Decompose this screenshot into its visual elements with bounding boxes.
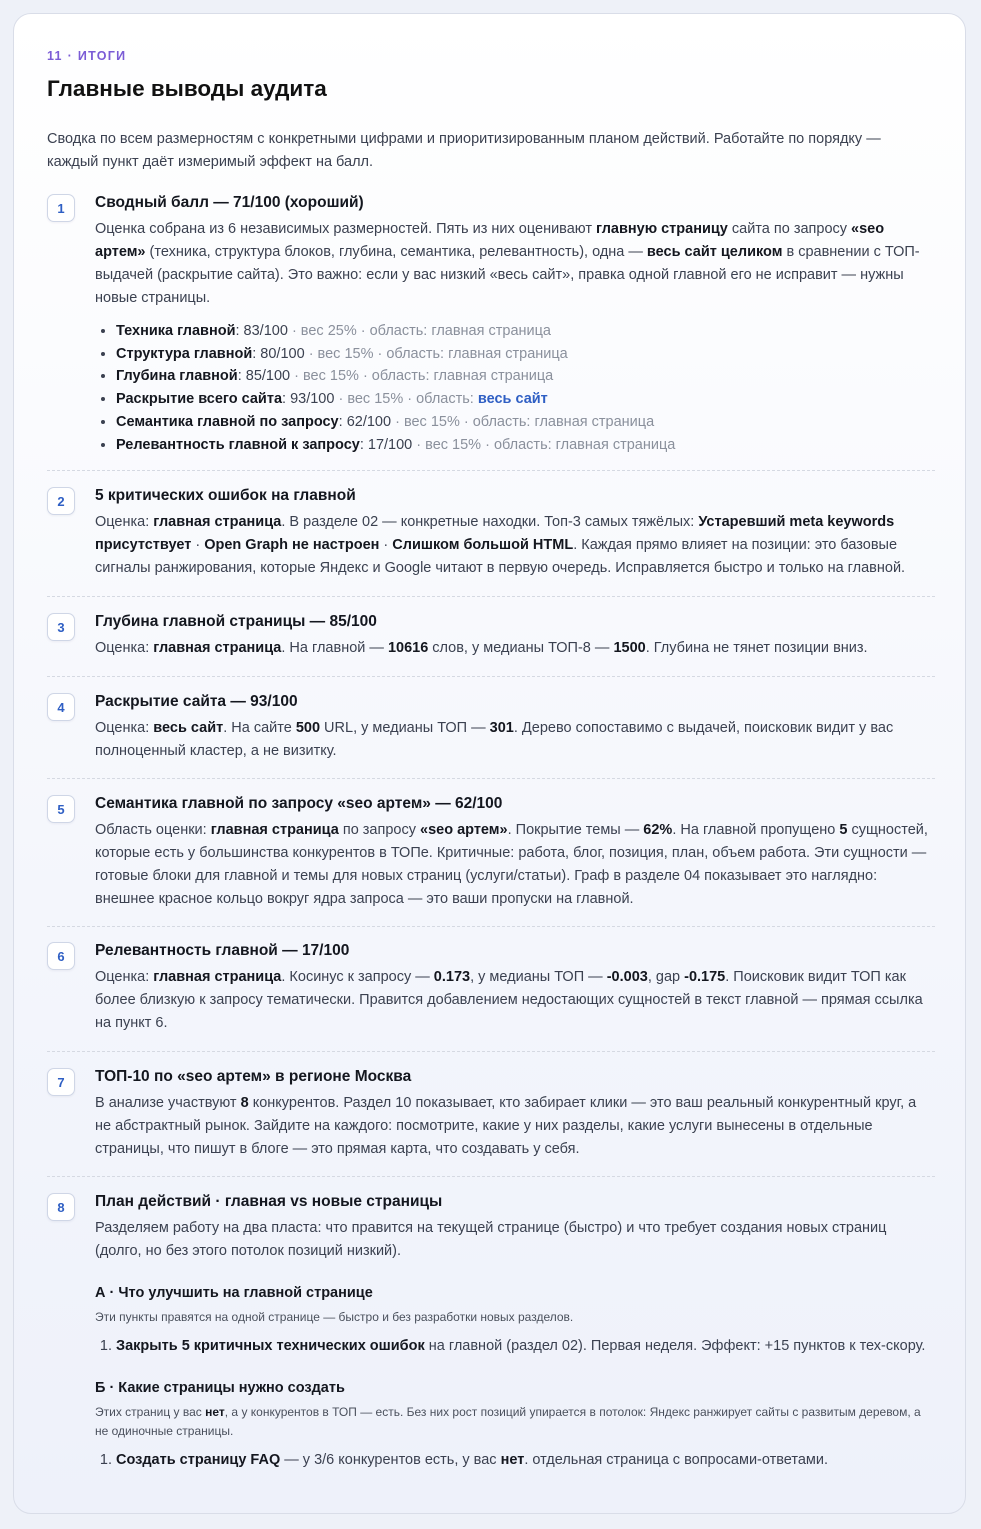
item-title: Раскрытие сайта — 93/100 [95,693,298,710]
item-title: Сводный балл — 71/100 (хороший) [95,194,364,211]
item-title: ТОП-10 по «seo артем» в регионе Москва [95,1068,412,1085]
plan-a-list [95,1335,935,1358]
finding-item-7 [47,1068,935,1177]
item-text: Оценка: главная страница. В разделе 02 — конкретные находки. Топ-3 самых тяжёлых: Устаревший meta keywords присутствует · Open Graph не настроен · Слишком большой HTML. Каждая прямо влияет на позиции: это базовые сигналы ранжирования, которые Яндекс и Google читают в первую очередь. Исправляется быстро и только на главной. [95,514,906,576]
item-text: В анализе участвуют 8 конкурентов. Раздел 10 показывает, кто забирает клики — это ваш реальный конкурентный круг, а не абстрактный рынок. Зайдите на каждого: посмотрите, какие у них разделы, какие услуги вынесены в отдельные страницы, что пишут в блоге — это прямая карта, что создавать у себя. [95,1095,917,1157]
item-text: Область оценки: главная страница по запросу «seo артем». Покрытие темы — 62%. На главной пропущено 5 сущностей, которые есть у большинства конкурентов в ТОПе. Критичные: работа, блог, позиция, план, объем работа. Эти сущности — готовые блоки для главной и темы для новых страниц (услуги/статьи). Граф в разделе 04 показывает это наглядно: внешнее красное кольцо вокруг ядра запроса — это ваши пропуски на главной. [95,822,928,907]
metric-item: • Семантика главной по запросу: 62/100 · вес 15% · область: главная страница [116,411,935,434]
action-item: 1. Создать страницу FAQ — у 3/6 конкурентов есть, у вас нет. отдельная страница с вопросами-ответами. [116,1449,935,1472]
item-text: Оценка: главная страница. Косинус к запросу — 0.173, у медианы ТОП — -0.003, gap -0.175. Поисковик видит ТОП как более близкую к запросу тематически. Правится добавлением недостающих сущностей в текст главной — прямая ссылка на пункт 6. [95,969,923,1031]
plan-b-heading: Б · Какие страницы нужно создать [95,1380,345,1396]
plan-b-list [95,1449,935,1472]
finding-item-6 [47,942,935,1052]
item-number-badge: 8 [47,1193,75,1221]
item-text: Оценка: весь сайт. На сайте 500 URL, у медианы ТОП — 301. Дерево сопоставимо с выдачей, поисковик видит у вас полноценный кластер, а не визитку. [95,720,894,759]
plan-a-heading: А · Что улучшить на главной странице [95,1285,373,1301]
item-text: Оценка: главная страница. На главной — 10616 слов, у медианы ТОП-8 — 1500. Глубина не тянет позиции вниз. [95,640,868,656]
item-text: Оценка собрана из 6 независимых размерностей. Пять из них оценивают главную страницу сайта по запросу «seo артем» (техника, структура блоков, глубина, семантика, релевантность), одна — весь сайт целиком в сравнении с ТОП-выдачей (раскрытие сайта). Это важно: если у вас низкий «весь сайт», правка одной главной его не исправит — нужны новые страницы. [95,221,920,306]
intro-text: Сводка по всем размерностям с конкретными цифрами и приоритизированным планом действий. Работайте по порядку — каждый пункт даёт измеримый эффект на балл. [47,131,881,170]
metric-list [95,320,935,456]
action-item: 1. Закрыть 5 критичных технических ошибок на главной (раздел 02). Первая неделя. Эффект: +15 пунктов к тех-скору. [116,1335,935,1358]
item-number-badge: 2 [47,487,75,515]
section-eyebrow: 11 · ИТОГИ [47,49,127,63]
item-number-badge: 1 [47,194,75,222]
finding-item-2 [47,487,935,597]
item-number-badge: 3 [47,613,75,641]
finding-item-4 [47,693,935,779]
finding-item-3 [47,613,935,677]
plan-a-note: Эти пункты правятся на одной странице — быстро и без разработки новых разделов. [95,1310,574,1324]
item-number-badge: 6 [47,942,75,970]
item-title: План действий · главная vs новые страницы [95,1193,443,1210]
item-text: Разделяем работу на два пласта: что правится на текущей странице (быстро) и что требует создания новых страниц (долго, но без этого потолок позиций низкий). [95,1220,887,1259]
scope-link[interactable]: весь сайт [477,391,548,408]
item-title: Релевантность главной — 17/100 [95,942,350,959]
item-title: Семантика главной по запросу «seo артем» — 62/100 [95,795,503,812]
metric-item: • Глубина главной: 85/100 · вес 15% · область: главная страница [116,365,935,388]
page-title: Главные выводы аудита [47,76,327,101]
metric-item: • Раскрытие всего сайта: 93/100 · вес 15% · область: весь сайт [116,388,935,411]
item-title: Глубина главной страницы — 85/100 [95,613,377,630]
plan-b-note: Этих страниц у вас нет, а у конкурентов в ТОП — есть. Без них рост позиций упирается в потолок: Яндекс ранжирует сайты с развитым деревом, а не одиночные страницы. [95,1405,921,1438]
item-number-badge: 4 [47,693,75,721]
metric-item: • Структура главной: 80/100 · вес 15% · область: главная страница [116,343,935,366]
item-title: 5 критических ошибок на главной [95,487,356,504]
metric-item: • Техника главной: 83/100 · вес 25% · область: главная страница [116,320,935,343]
item-number-badge: 5 [47,795,75,823]
item-number-badge: 7 [47,1068,75,1096]
metric-item: • Релевантность главной к запросу: 17/100 · вес 15% · область: главная страница [116,434,935,457]
finding-item-8 [47,1193,935,1483]
finding-item-1 [47,194,935,471]
summary-card [13,13,966,1514]
finding-item-5 [47,795,935,927]
